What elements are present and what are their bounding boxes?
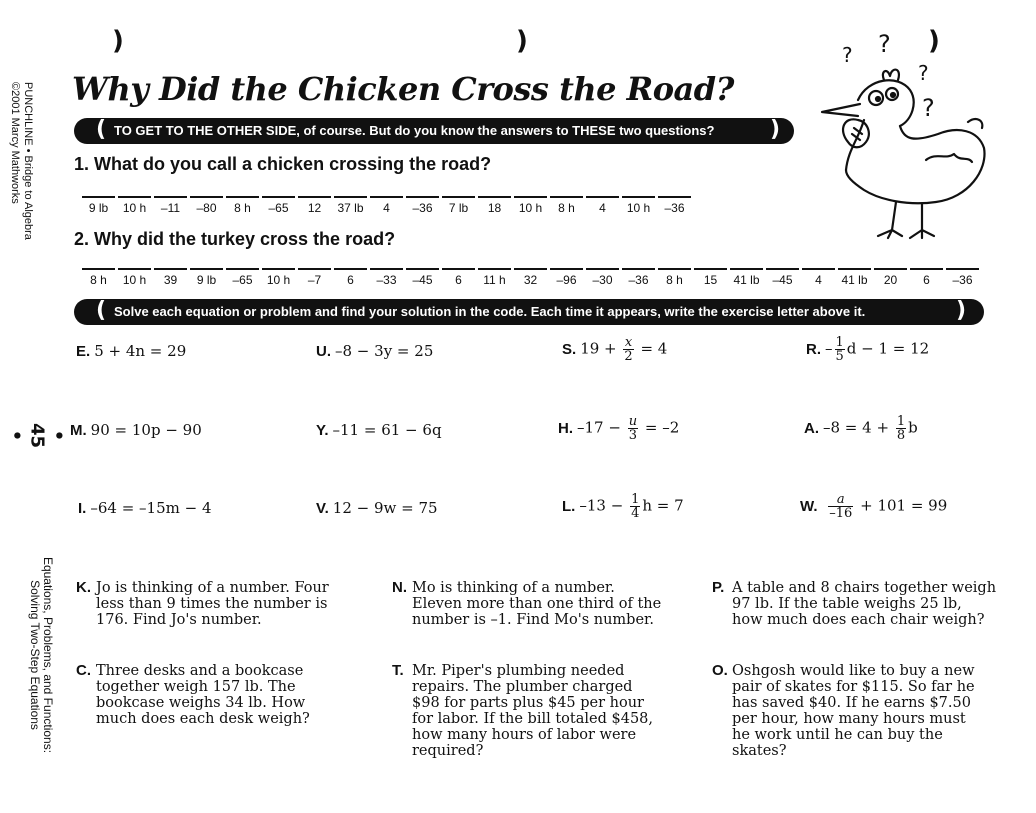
equation-r: R. – $\frac{1}{5}$ d − 1 = 12	[806, 335, 930, 364]
answer-banner: ( TO GET TO THE OTHER SIDE, of course. But do you know the answers to THESE two questions? )	[74, 118, 794, 144]
equation-u: U. –8 − 3y = 25	[316, 342, 434, 360]
question-1: 1. What do you call a chicken crossing the road?	[74, 154, 492, 174]
answer-code-cell: 7 lb	[442, 196, 475, 215]
equation-text: 12 − 9w = 75	[332, 499, 438, 517]
answer-code-cell: 10 h	[622, 196, 655, 215]
answer-code-cell: 8 h	[658, 268, 691, 287]
copyright-line: ©2001 Marcy Mathworks	[9, 82, 21, 204]
answer-code-cell: 6	[910, 268, 943, 287]
page-title: Why Did the Chicken Cross the Road?	[72, 70, 734, 108]
answer-code-cell: –36	[658, 196, 691, 215]
answer-code-cell: 39	[154, 268, 187, 287]
answer-code-cell: 37 lb	[334, 196, 367, 215]
equation-s: S. 19 + $\frac{x}{2}$ = 4	[562, 335, 668, 364]
answer-code-row-1	[82, 196, 694, 215]
problem-k: K. Jo is thinking of a number. Four less than 9 times the number is 176. Find Jo's number.	[96, 580, 396, 628]
answer-code-cell: 8 h	[550, 196, 583, 215]
topic-credit	[30, 555, 70, 755]
banner-text: Solve each equation or problem and find your solution in the code. Each time it appears, write the exercise letter above it.	[114, 304, 866, 319]
problem-c: C. Three desks and a bookcase together weigh 157 lb. The bookcase weighs 34 lb. How much does each desk weigh?	[96, 663, 396, 727]
publisher-credit	[6, 82, 46, 272]
problem-text: Mr. Piper's plumbing needed repairs. The plumber charged $98 for parts plus $45 per hour for labor. If the bill totaled $458, how many hours of labor were required?	[412, 663, 653, 759]
answer-code-cell: 12	[298, 196, 331, 215]
answer-code-cell: 41 lb	[838, 268, 871, 287]
answer-code-cell: 6	[442, 268, 475, 287]
answer-code-cell: 9 lb	[190, 268, 223, 287]
answer-code-cell: –96	[550, 268, 583, 287]
question-2: 2. Why did the turkey cross the road?	[74, 229, 396, 249]
subtopic-line: Solving Two-Step Equations	[28, 580, 42, 730]
answer-code-cell: –7	[298, 268, 331, 287]
question-mark: ?	[878, 30, 891, 58]
equation-text: 5 + 4n = 29	[94, 342, 187, 360]
answer-code-cell: 10 h	[118, 268, 151, 287]
answer-code-cell: 4	[586, 196, 619, 215]
answer-code-cell: –65	[262, 196, 295, 215]
equation-y: Y. –11 = 61 − 6q	[316, 421, 442, 439]
equation-text: 90 = 10p − 90	[90, 421, 202, 439]
problem-text: Three desks and a bookcase together weigh 157 lb. The bookcase weighs 34 lb. How much does each desk weigh?	[96, 663, 310, 727]
problem-p: P. A table and 8 chairs together weigh 97 lb. If the table weighs 25 lb, how much does each chair weigh?	[732, 580, 1022, 628]
equation-v: V. 12 − 9w = 75	[316, 499, 438, 517]
answer-code-cell: 9 lb	[82, 196, 115, 215]
question-mark: ?	[918, 61, 929, 85]
answer-code-cell: 15	[694, 268, 727, 287]
answer-code-cell: –65	[226, 268, 259, 287]
equation-text: –64 = –15m − 4	[90, 499, 212, 517]
answer-code-cell: 32	[514, 268, 547, 287]
answer-code-cell: –33	[370, 268, 403, 287]
answer-code-cell: –80	[190, 196, 223, 215]
answer-code-cell: 10 h	[514, 196, 547, 215]
problem-t: T. Mr. Piper's plumbing needed repairs. The plumber charged $98 for parts plus $45 per hour for labor. If the bill totaled $458, how many hours of labor were required?	[412, 663, 712, 759]
equation-w: W. $\frac{a}{-16}$ + 101 = 99	[800, 492, 948, 521]
answer-code-cell: –36	[946, 268, 979, 287]
binder-mark: )	[112, 26, 124, 56]
problem-text: Jo is thinking of a number. Four less than 9 times the number is 176. Find Jo's number.	[96, 580, 329, 628]
answer-code-row-2	[82, 268, 982, 287]
equation-m: M. 90 = 10p − 90	[70, 421, 202, 439]
publisher-line: PUNCHLINE • Bridge to Algebra	[22, 82, 34, 240]
answer-code-cell: –11	[154, 196, 187, 215]
answer-code-cell: 8 h	[82, 268, 115, 287]
answer-code-cell: 10 h	[262, 268, 295, 287]
binder-mark: )	[928, 26, 940, 56]
problem-o: O. Oshgosh would like to buy a new pair of skates for $115. So far he has saved $40. If he earns $7.50 per hour, how many hours must he work until he can buy the skates?	[732, 663, 1022, 759]
answer-code-cell: 4	[802, 268, 835, 287]
question-mark: ?	[842, 43, 853, 67]
answer-code-cell: –36	[406, 196, 439, 215]
topic-line: Equations, Problems, and Functions:	[41, 556, 55, 754]
banner-text: TO GET TO THE OTHER SIDE, of course. But do you know the answers to THESE two questions?	[114, 123, 715, 138]
problem-text: A table and 8 chairs together weigh 97 lb. If the table weighs 25 lb, how much does each chair weigh?	[732, 580, 997, 628]
equation-text: –8 − 3y = 25	[335, 342, 434, 360]
answer-code-cell: 8 h	[226, 196, 259, 215]
answer-code-cell: 11 h	[478, 268, 511, 287]
answer-code-cell: –36	[622, 268, 655, 287]
equation-h: H. –17 − $\frac{u}{3}$ = –2	[558, 414, 680, 443]
problem-text: Mo is thinking of a number. Eleven more than one third of the number is –1. Find Mo's number.	[412, 580, 662, 628]
equation-i: I. –64 = –15m − 4	[78, 499, 212, 517]
chicken-illustration	[818, 30, 998, 240]
equation-text: –11 = 61 − 6q	[332, 421, 442, 439]
problem-n: N. Mo is thinking of a number. Eleven more than one third of the number is –1. Find Mo's number.	[412, 580, 712, 628]
answer-code-cell: 41 lb	[730, 268, 763, 287]
answer-code-cell: 20	[874, 268, 907, 287]
equation-a: A. –8 = 4 + $\frac{1}{8}$ b	[804, 414, 918, 443]
answer-code-cell: –30	[586, 268, 619, 287]
page-number: • 45 •	[5, 422, 69, 449]
question-mark: ?	[922, 94, 935, 122]
equation-l: L. –13 − $\frac{1}{4}$ h = 7	[562, 492, 684, 521]
binder-mark: )	[516, 26, 528, 56]
answer-code-cell: 10 h	[118, 196, 151, 215]
answer-code-cell: –45	[766, 268, 799, 287]
instructions-banner: ( Solve each equation or problem and find your solution in the code. Each time it appears, write the exercise letter above it. )	[74, 299, 984, 325]
equation-e: E. 5 + 4n = 29	[76, 342, 187, 360]
answer-code-cell: 6	[334, 268, 367, 287]
answer-code-cell: –45	[406, 268, 439, 287]
problem-text: Oshgosh would like to buy a new pair of skates for $115. So far he has saved $40. If he earns $7.50 per hour, how many hours must he work until he can buy the skates?	[732, 663, 975, 759]
answer-code-cell: 4	[370, 196, 403, 215]
answer-code-cell: 18	[478, 196, 511, 215]
